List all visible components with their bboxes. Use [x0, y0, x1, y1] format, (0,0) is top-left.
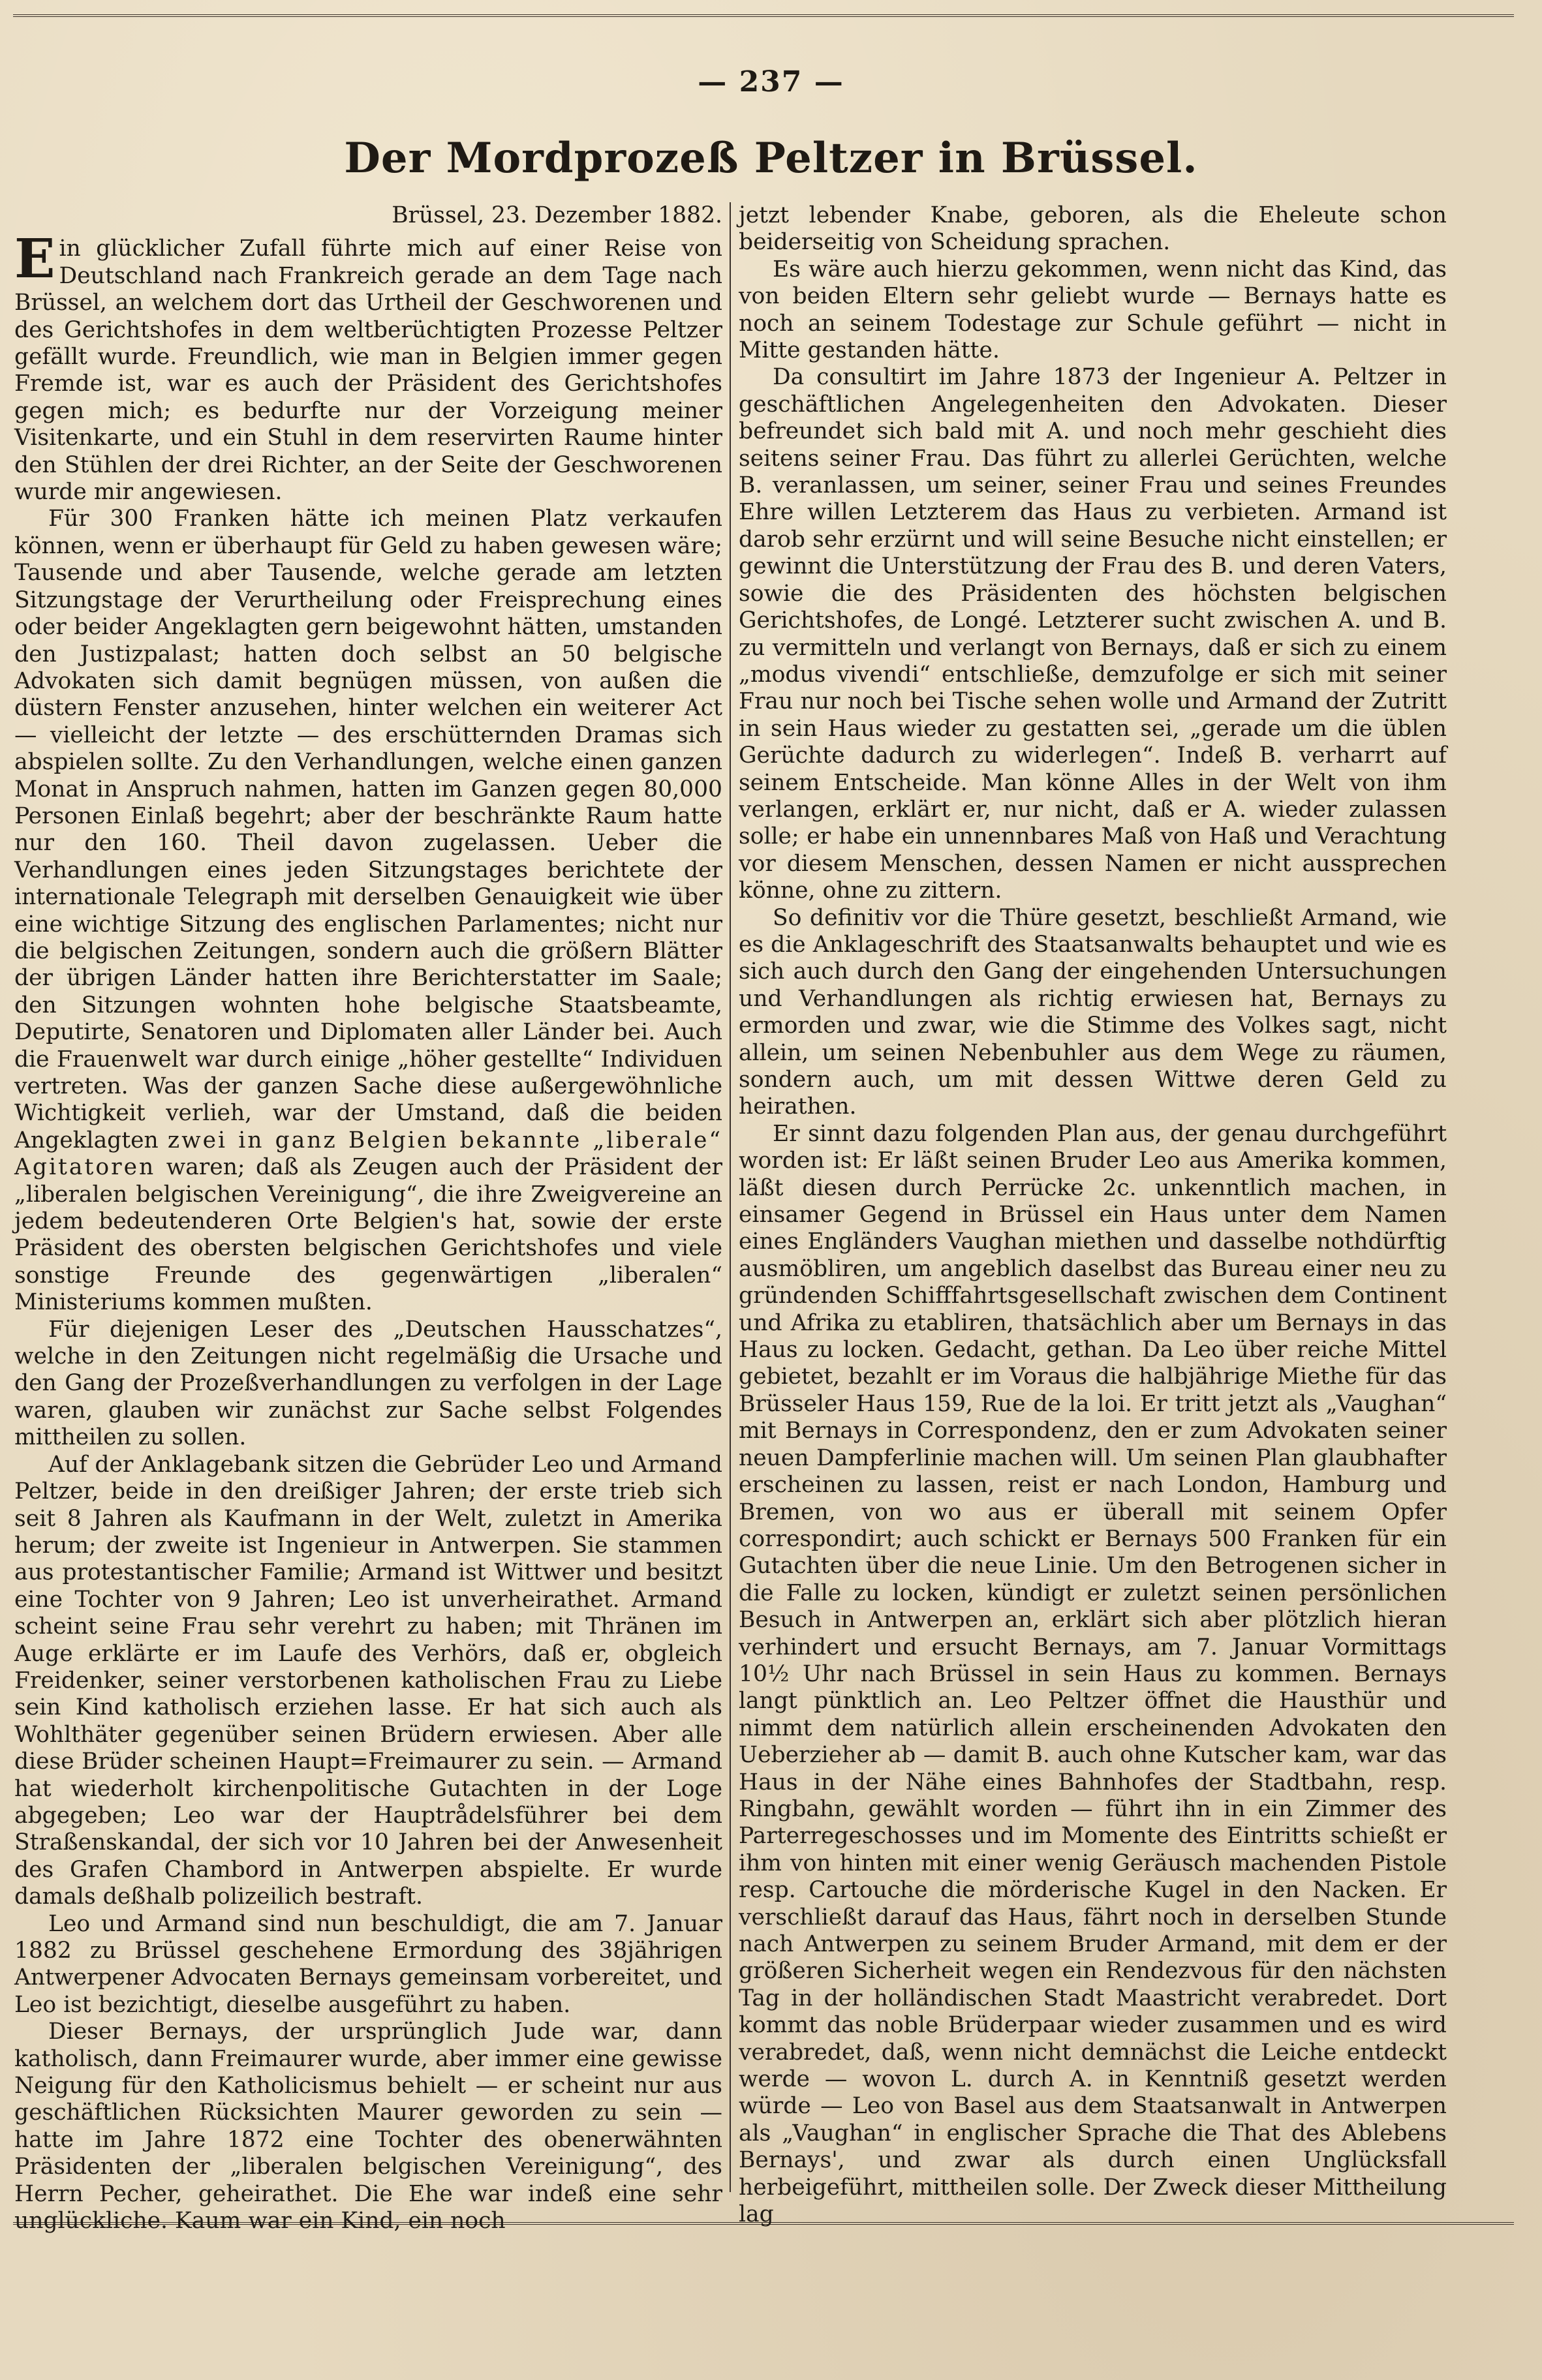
page-number: — 237 —	[698, 65, 844, 99]
paragraph-r4: So definitiv vor die Thüre gesetzt, beschließt Armand, wie es die Anklageschrift des Staatsanwalts behauptet und wie es sich auch durch den Gang der eingehenden Untersuchungen und Verhandlungen als richtig erwiesen hat, Bernays zu ermorden und zwar, wie die Stimme des Volkes sagt, nicht allein, um seinen Nebenbuhler aus dem Wege zu räumen, sondern auch, um mit dessen Wittwe deren Geld zu heirathen.	[739, 904, 1447, 1120]
paragraph-r2: Es wäre auch hierzu gekommen, wenn nicht das Kind, das von beiden Eltern sehr geliebt wurde — Bernays hatte es noch an seinem Todestage zur Schule geführt — nicht in Mitte gestanden hätte.	[739, 256, 1447, 364]
paragraph-4: Auf der Anklagebank sitzen die Gebrüder Leo und Armand Peltzer, beide in den dreißiger Jahren; der erste trieb sich seit 8 Jahren als Kaufmann in der Welt, zuletzt in Amerika herum; der zweite ist Ingenieur in Antwerpen. Sie stammen aus protestantischer Familie; Armand ist Wittwer und besitzt eine Tochter von 9 Jahren; Leo ist unverheirathet. Armand scheint seine Frau sehr verehrt zu haben; mit Thränen im Auge erklärte er im Laufe des Verhörs, daß er, obgleich Freidenker, seiner verstorbenen katholischen Frau zu Liebe sein Kind katholisch erziehen lasse. Er hat sich auch als Wohlthäter gegenüber seinen Brüdern erwiesen. Aber alle diese Brüder scheinen Haupt=Freimaurer zu sein. — Armand hat wiederholt kirchenpolitische Gutachten in der Loge abgegeben; Leo war der Hauptrådelsführer bei dem Straßenskandal, der sich vor 10 Jahren bei der Anwesenheit des Grafen Chambord in Antwerpen abspielte. Er wurde damals deßhalb polizeilich bestraft.	[14, 1451, 722, 1910]
paragraph-1-text: in glücklicher Zufall führte mich auf einer Reise von Deutschland nach Frankreich gerade an dem Tage nach Brüssel, an welchem dort das Urtheil der Geschworenen und des Gerichtshofes in dem weltberüchtigten Prozesse Peltzer gefällt wurde. Freundlich, wie man in Belgien immer gegen Fremde ist, war es auch der Präsident des Gerichtshofes gegen mich; es bedurfte nur der Vorzeigung meiner Visitenkarte, und ein Stuhl in dem reservirten Raume hinter den Stühlen der drei Richter, an der Seite der Geschworenen wurde mir angewiesen.	[14, 236, 722, 506]
article-title: Der Mordprozeß Peltzer in Brüssel.	[344, 134, 1198, 183]
paragraph-5: Leo und Armand sind nun beschuldigt, die am 7. Januar 1882 zu Brüssel geschehene Ermordung des 38jährigen Antwerpener Advocaten Bernays gemeinsam vorbereitet, und Leo ist bezichtigt, dieselbe ausgeführt zu haben.	[14, 1910, 722, 2018]
paragraph-6: Dieser Bernays, der ursprünglich Jude war, dann katholisch, dann Freimaurer wurde, aber immer eine gewisse Neigung für den Katholicismus behielt — er scheint nur aus geschäftlichen Rücksichten Maurer geworden zu sein — hatte im Jahre 1872 eine Tochter des obenerwähnten Präsidenten der „liberalen belgischen Vereinigung“, des Herrn Pecher, geheirathet. Die Ehe war indeß eine sehr unglückliche. Kaum war ein Kind, ein noch	[14, 2019, 722, 2235]
dateline: Brüssel, 23. Dezember 1882.	[392, 202, 722, 228]
paragraph-1	[14, 228, 722, 506]
paragraph-r3: Da consultirt im Jahre 1873 der Ingenieur A. Peltzer in geschäftlichen Angelegenheiten den Advokaten. Dieser befreundet sich bald mit A. und noch mehr geschieht dies seitens seiner Frau. Das führt zu allerlei Gerüchten, welche B. veranlassen, um seiner, seiner Frau und seines Freundes Ehre willen Letzterem das Haus zu verbieten. Armand ist darob sehr erzürnt und will seine Besuche nicht einstellen; er gewinnt die Unterstützung der Frau des B. und deren Vaters, sowie die des Präsidenten des höchsten belgischen Gerichtshofes, de Longé. Letzterer sucht zwischen A. und B. zu vermitteln und verlangt von Bernays, daß er sich zu einem „modus vivendi“ entschließe, demzufolge er sich mit seiner Frau nur noch bei Tische sehen wolle und Armand der Zutritt in sein Haus wieder zu gestatten sei, „gerade um die üblen Gerüchte dadurch zu widerlegen“. Indeß B. verharrt auf seinem Entscheide. Man könne Alles in der Welt von ihm verlangen, erklärt er, nur nicht, daß er A. wieder zulassen solle; er habe ein unnennbares Maß von Haß und Verachtung vor diesem Menschen, dessen Namen er nicht aussprechen könne, ohne zu zittern.	[739, 364, 1447, 904]
left-column	[14, 202, 723, 2235]
drop-cap: E	[14, 228, 55, 291]
paragraph-r1: jetzt lebender Knabe, geboren, als die Eheleute schon beiderseitig von Scheidung sprachen.	[739, 202, 1447, 256]
paragraph-2-text-b: waren; daß als Zeugen auch der Präsident der „liberalen belgischen Vereinigung“, die ihre Zweigvereine an jedem bedeutenderen Orte Belgien's hat, sowie der erste Präsident des obersten belgischen Gerichtshofes und viele sonstige Freunde des gegenwärtigen „liberalen“ Ministeriums kommen mußten.	[14, 1154, 723, 1316]
paragraph-3: Für diejenigen Leser des „Deutschen Hausschatzes“, welche in den Zeitungen nicht regelmäßig die Ursache und den Gang der Prozeßverhandlungen zu verfolgen in der Lage waren, glauben wir zunächst zur Sache selbst Folgendes mittheilen zu sollen.	[14, 1316, 722, 1451]
paragraph-2	[14, 506, 722, 1316]
column-divider	[730, 202, 731, 2192]
paragraph-2-text-a: Für 300 Franken hätte ich meinen Platz verkaufen können, wenn er überhaupt für Geld zu haben gewesen wäre; Tausende und aber Tausende, welche gerade am letzten Sitzungstage der Verurtheilung oder Freisprechung eines oder beider Angeklagten gern beigewohnt hätten, umstanden den Justizpalast; hatten doch selbst an 50 belgische Advokaten sich damit begnügen müssen, von außen die düstern Fenster anzusehen, hinter welchen ein weiterer Act — vielleicht der letzte — des erschütternden Dramas sich abspielen sollte. Zu den Verhandlungen, welche einen ganzen Monat in Anspruch nahmen, hatten im Ganzen gegen 80,000 Personen Einlaß begehrt; aber der beschränkte Raum hatte nur den 160. Theil davon zugelassen. Ueber die Verhandlungen eines jeden Sitzungstages berichtete der internationale Telegraph mit derselben Genauigkeit wie über eine wichtige Sitzung des englischen Parlamentes; nicht nur die belgischen Zeitungen, sondern auch die größern Blätter der übrigen Länder hatten ihre Berichterstatter im Saale; den Sitzungen wohnten hohe belgische Staatsbeamte, Deputirte, Senatoren und Diplomaten aller Länder bei. Auch die Frauenwelt war durch einige „höher gestellte“ Individuen vertreten. Was der ganzen Sache diese außergewöhnliche Wichtigkeit verlieh, war der Umstand, daß die beiden Angeklagten	[14, 506, 722, 1153]
paragraph-r5: Er sinnt dazu folgenden Plan aus, der genau durchgeführt worden ist: Er läßt seinen Bruder Leo aus Amerika kommen, läßt diesen durch Perrücke 2c. unkenntlich machen, in einsamer Gegend in Brüssel ein Haus unter dem Namen eines Engländers Vaughan miethen und dasselbe nothdürftig ausmöbliren, um angeblich daselbst das Bureau einer neu zu gründenden Schifffahrtsgesellschaft zwischen dem Continent und Afrika zu etabliren, thatsächlich aber um Bernays in das Haus zu locken. Gedacht, gethan. Da Leo über reiche Mittel gebietet, bezahlt er im Voraus die halbjährige Miethe für das Brüsseler Haus 159, Rue de la loi. Er tritt jetzt als „Vaughan“ mit Bernays in Correspondenz, den er zum Advokaten seiner neuen Dampferlinie machen will. Um seinen Plan glaubhafter erscheinen zu lassen, reist er nach London, Hamburg und Bremen, von wo aus er überall mit seinem Opfer correspondirt; auch schickt er Bernays 500 Franken für ein Gutachten über die neue Linie. Um den Betrogenen sicher in die Falle zu locken, kündigt er zuletzt seinen persönlichen Besuch in Antwerpen an, erklärt sich aber plötzlich hieran verhindert und ersucht Bernays, am 7. Januar Vormittags 10½ Uhr nach Brüssel in sein Haus zu kommen. Bernays langt pünktlich an. Leo Peltzer öffnet die Hausthür und nimmt dem natürlich allein erscheinenden Advokaten den Ueberzieher ab — damit B. auch ohne Kutscher kam, war das Haus in der Nähe eines Bahnhofes der Stadtbahn, resp. Ringbahn, gewählt worden — führt ihn in ein Zimmer des Parterregeschosses und im Momente des Eintritts schießt er ihm von hinten mit einer wenig Geräusch machenden Pistole resp. Cartouche die mörderische Kugel in den Nacken. Er verschließt darauf das Haus, fährt noch in derselben Stunde nach Antwerpen zu seinem Bruder Armand, mit dem er der größeren Sicherheit wegen ein Rendezvous für den nächsten Tag in der holländischen Stadt Maastricht verabredet. Dort kommt das noble Brüderpaar wieder zusammen und es wird verabredet, daß, wenn nicht demnächst die Leiche entdeckt werde — wovon L. durch A. in Kenntniß gesetzt werden würde — Leo von Basel aus dem Staatsanwalt in Antwerpen als „Vaughan“ in englischer Sprache die That des Ablebens Bernays', und zwar als durch einen Unglücksfall herbeigeführt, mittheilen solle. Der Zweck dieser Mittheilung lag	[739, 1120, 1447, 2228]
paragraph-2-emphasis: zwei in ganz Belgien bekannte „liberale“ Agitatoren	[14, 1127, 723, 1181]
right-column	[739, 202, 1447, 2228]
